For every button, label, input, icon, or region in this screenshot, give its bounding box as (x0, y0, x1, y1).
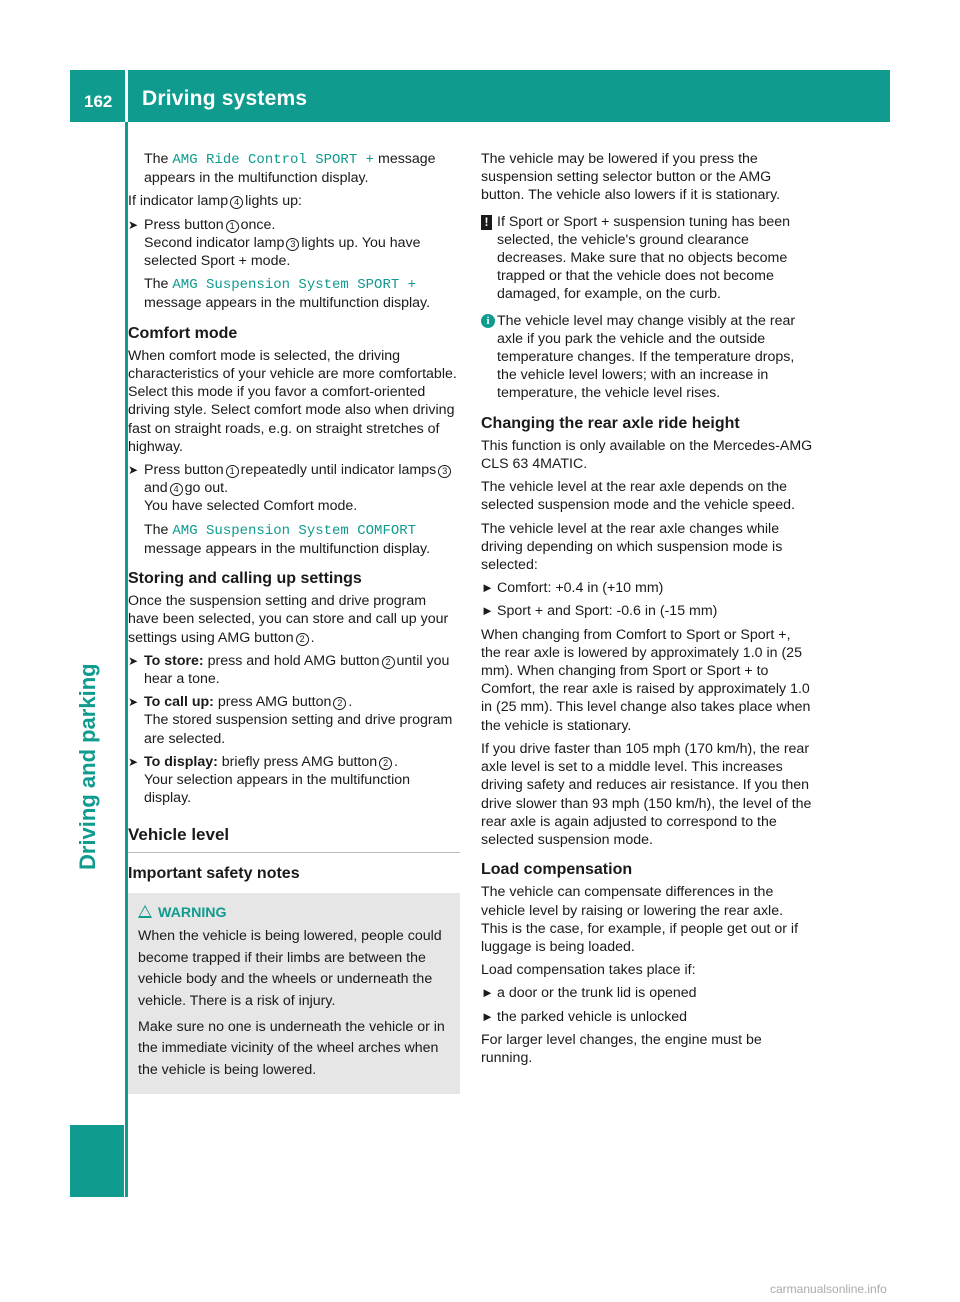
list-item (481, 984, 813, 1002)
list-item (481, 602, 813, 620)
arrow-icon: ➤ (128, 463, 139, 478)
list-text: Comfort: +0.4 in (+10 mm) (497, 580, 664, 597)
bullet-icon: ► (481, 1008, 494, 1024)
right-column (481, 150, 813, 1072)
list-text: the parked vehicle is unlocked (497, 1008, 688, 1025)
section-heading: Vehicle level (128, 826, 460, 853)
paragraph: Load compensation takes place if: (481, 962, 696, 979)
arrow-icon: ➤ (128, 695, 139, 710)
warning-text: Make sure no one is underneath the vehicle or in the immediate vicinity of the wheel arches when the vehicle is being lowered. (138, 1018, 445, 1078)
text: Your selection appears in the multifunction display. (144, 772, 411, 807)
paragraph (128, 192, 460, 210)
section-title: Driving systems (142, 87, 308, 110)
side-tab-marker (70, 1125, 124, 1197)
callout-number: 4 (170, 483, 183, 496)
text: message appears in the multifunction display. (144, 151, 436, 187)
instruction-step (128, 461, 460, 558)
paragraph: For larger level changes, the engine must be running. (481, 1031, 762, 1066)
list-text: a door or the trunk lid is opened (497, 985, 697, 1002)
text: and (144, 480, 168, 497)
info-icon: i (481, 314, 495, 328)
text: go out. (184, 480, 229, 497)
heading: Comfort mode (128, 324, 238, 342)
text: The stored suspension setting and drive program are selected. (144, 712, 453, 747)
text: You have selected Comfort mode. (144, 498, 358, 515)
text: briefly press AMG button (221, 753, 378, 770)
paragraph (128, 150, 460, 187)
warning-box (128, 893, 460, 1094)
text: . (310, 629, 315, 646)
watermark-link[interactable]: carmanualsonline.info (770, 1282, 887, 1296)
text: lights up. You have selected Sport + mode. (144, 234, 421, 270)
callout-number: 2 (379, 757, 392, 770)
note-text: The vehicle level may change visibly at the rear axle if you park the vehicle and the outside temperature changes. If the temperature drops, the vehicle level lowers; with an increase in temperature, the vehicle level rises. (497, 312, 796, 402)
exclamation-icon: ! (481, 215, 492, 230)
text: The (144, 276, 169, 293)
callout-number: 2 (382, 656, 395, 669)
paragraph: When changing from Comfort to Sport or Sport +, the rear axle is lowered by approximately 1.0 in (25 mm). When changing from Sport or Sport + to Comfort, the rear axle is raised by approximately 1.0 in (25 mm). This level change also takes place when the vehicle is stationary. (481, 626, 811, 734)
heading: Changing the rear axle ride height (481, 414, 740, 432)
heading: Load compensation (481, 861, 633, 879)
arrow-icon: ➤ (128, 754, 139, 769)
step-label: To store: (144, 652, 204, 669)
paragraph: If you drive faster than 105 mph (170 km/h), the rear axle level is set to a middle level. This increases driving safety and reduces air resistance. If you then drive slower than 93 mph (150 km/h), the level of the rear axle is again adjusted to correspond to the selected suspension mode. (481, 740, 812, 848)
instruction-step (128, 693, 460, 748)
display-message: AMG Ride Control SPORT + (172, 152, 375, 168)
info-note (481, 312, 813, 403)
display-message: AMG Suspension System SPORT + (172, 277, 417, 294)
callout-number: 3 (438, 465, 451, 478)
text: press and hold AMG button (207, 652, 380, 669)
callout-number: 1 (226, 465, 239, 478)
paragraph: The vehicle may be lowered if you press the suspension setting selector button or the AMG button. The vehicle also lowers if it is stationary. (481, 151, 781, 204)
arrow-icon: ➤ (128, 217, 139, 232)
text: Press button (144, 216, 224, 233)
header-divider (125, 70, 128, 122)
callout-number: 2 (333, 697, 346, 710)
side-chapter-label: Driving and parking (75, 663, 100, 870)
text: message appears in the multifunction display. (144, 540, 431, 557)
instruction-step (128, 216, 460, 313)
text: repeatedly until indicator lamps (240, 462, 437, 479)
paragraph: The vehicle level at the rear axle changes while driving depending on which suspension mode is selected: (481, 520, 783, 574)
warning-text: When the vehicle is being lowered, people could become trapped if their limbs are between the vehicle body and the wheels or underneath the vehicle. There is a risk of injury. (138, 928, 442, 1009)
paragraph: When comfort mode is selected, the driving characteristics of your vehicle are more comfortable. Select this mode if you favor a comfort-oriented driving style. Select comfort mode also when driving fast on straight roads, e.g. on straight stretches of highway. (128, 347, 457, 455)
instruction-step (128, 753, 460, 808)
heading: Storing and calling up settings (128, 570, 362, 588)
text: once. (240, 216, 276, 233)
arrow-icon: ➤ (128, 653, 139, 668)
text: message appears in the multifunction display. (144, 295, 431, 312)
list-text: Sport + and Sport: -0.6 in (-15 mm) (497, 603, 718, 620)
page-number: 162 (84, 92, 113, 111)
paragraph: The vehicle level at the rear axle depends on the selected suspension mode and the vehicle speed. (481, 479, 795, 514)
text: The (144, 151, 169, 167)
list-item (481, 1008, 813, 1026)
text: Once the suspension setting and drive program have been selected, you can store and call up your settings using AMG button (128, 593, 449, 646)
text: until you hear a tone. (144, 652, 450, 688)
bullet-icon: ► (481, 603, 494, 619)
list-item (481, 579, 813, 597)
text: The (144, 521, 169, 538)
text: . (348, 694, 353, 711)
instruction-step (128, 652, 460, 688)
bullet-icon: ► (481, 985, 494, 1001)
text: . (394, 753, 399, 770)
paragraph: The vehicle can compensate differences in the vehicle level by raising or lowering the rear axle. This is the case, for example, if people get out or if luggage is being loaded. (481, 884, 799, 955)
warning-triangle-icon (138, 905, 152, 918)
note-text: If Sport or Sport + suspension tuning has been selected, the vehicle's ground clearance decreases. Make sure that no objects become trapped or that the vehicle does not become damaged, for example, on the curb. (497, 213, 791, 303)
text: If indicator lamp (128, 193, 229, 210)
callout-number: 1 (226, 220, 239, 233)
paragraph: This function is only available on the Mercedes-AMG CLS 63 4MATIC. (481, 437, 813, 473)
bullet-icon: ► (481, 580, 494, 596)
text: press AMG button (217, 694, 332, 711)
paragraph (128, 592, 460, 647)
text: lights up: (245, 193, 302, 210)
text: Second indicator lamp (144, 234, 285, 251)
callout-number: 3 (286, 238, 299, 251)
caution-note (481, 213, 813, 304)
heading: Important safety notes (128, 864, 300, 882)
display-message: AMG Suspension System COMFORT (172, 522, 417, 539)
step-label: To display: (144, 753, 218, 770)
warning-label: WARNING (158, 904, 227, 921)
left-column (128, 150, 460, 1094)
step-label: To call up: (144, 694, 214, 711)
callout-number: 2 (296, 633, 309, 646)
text: Press button (144, 462, 224, 479)
warning-title (138, 903, 450, 924)
callout-number: 4 (230, 196, 243, 209)
